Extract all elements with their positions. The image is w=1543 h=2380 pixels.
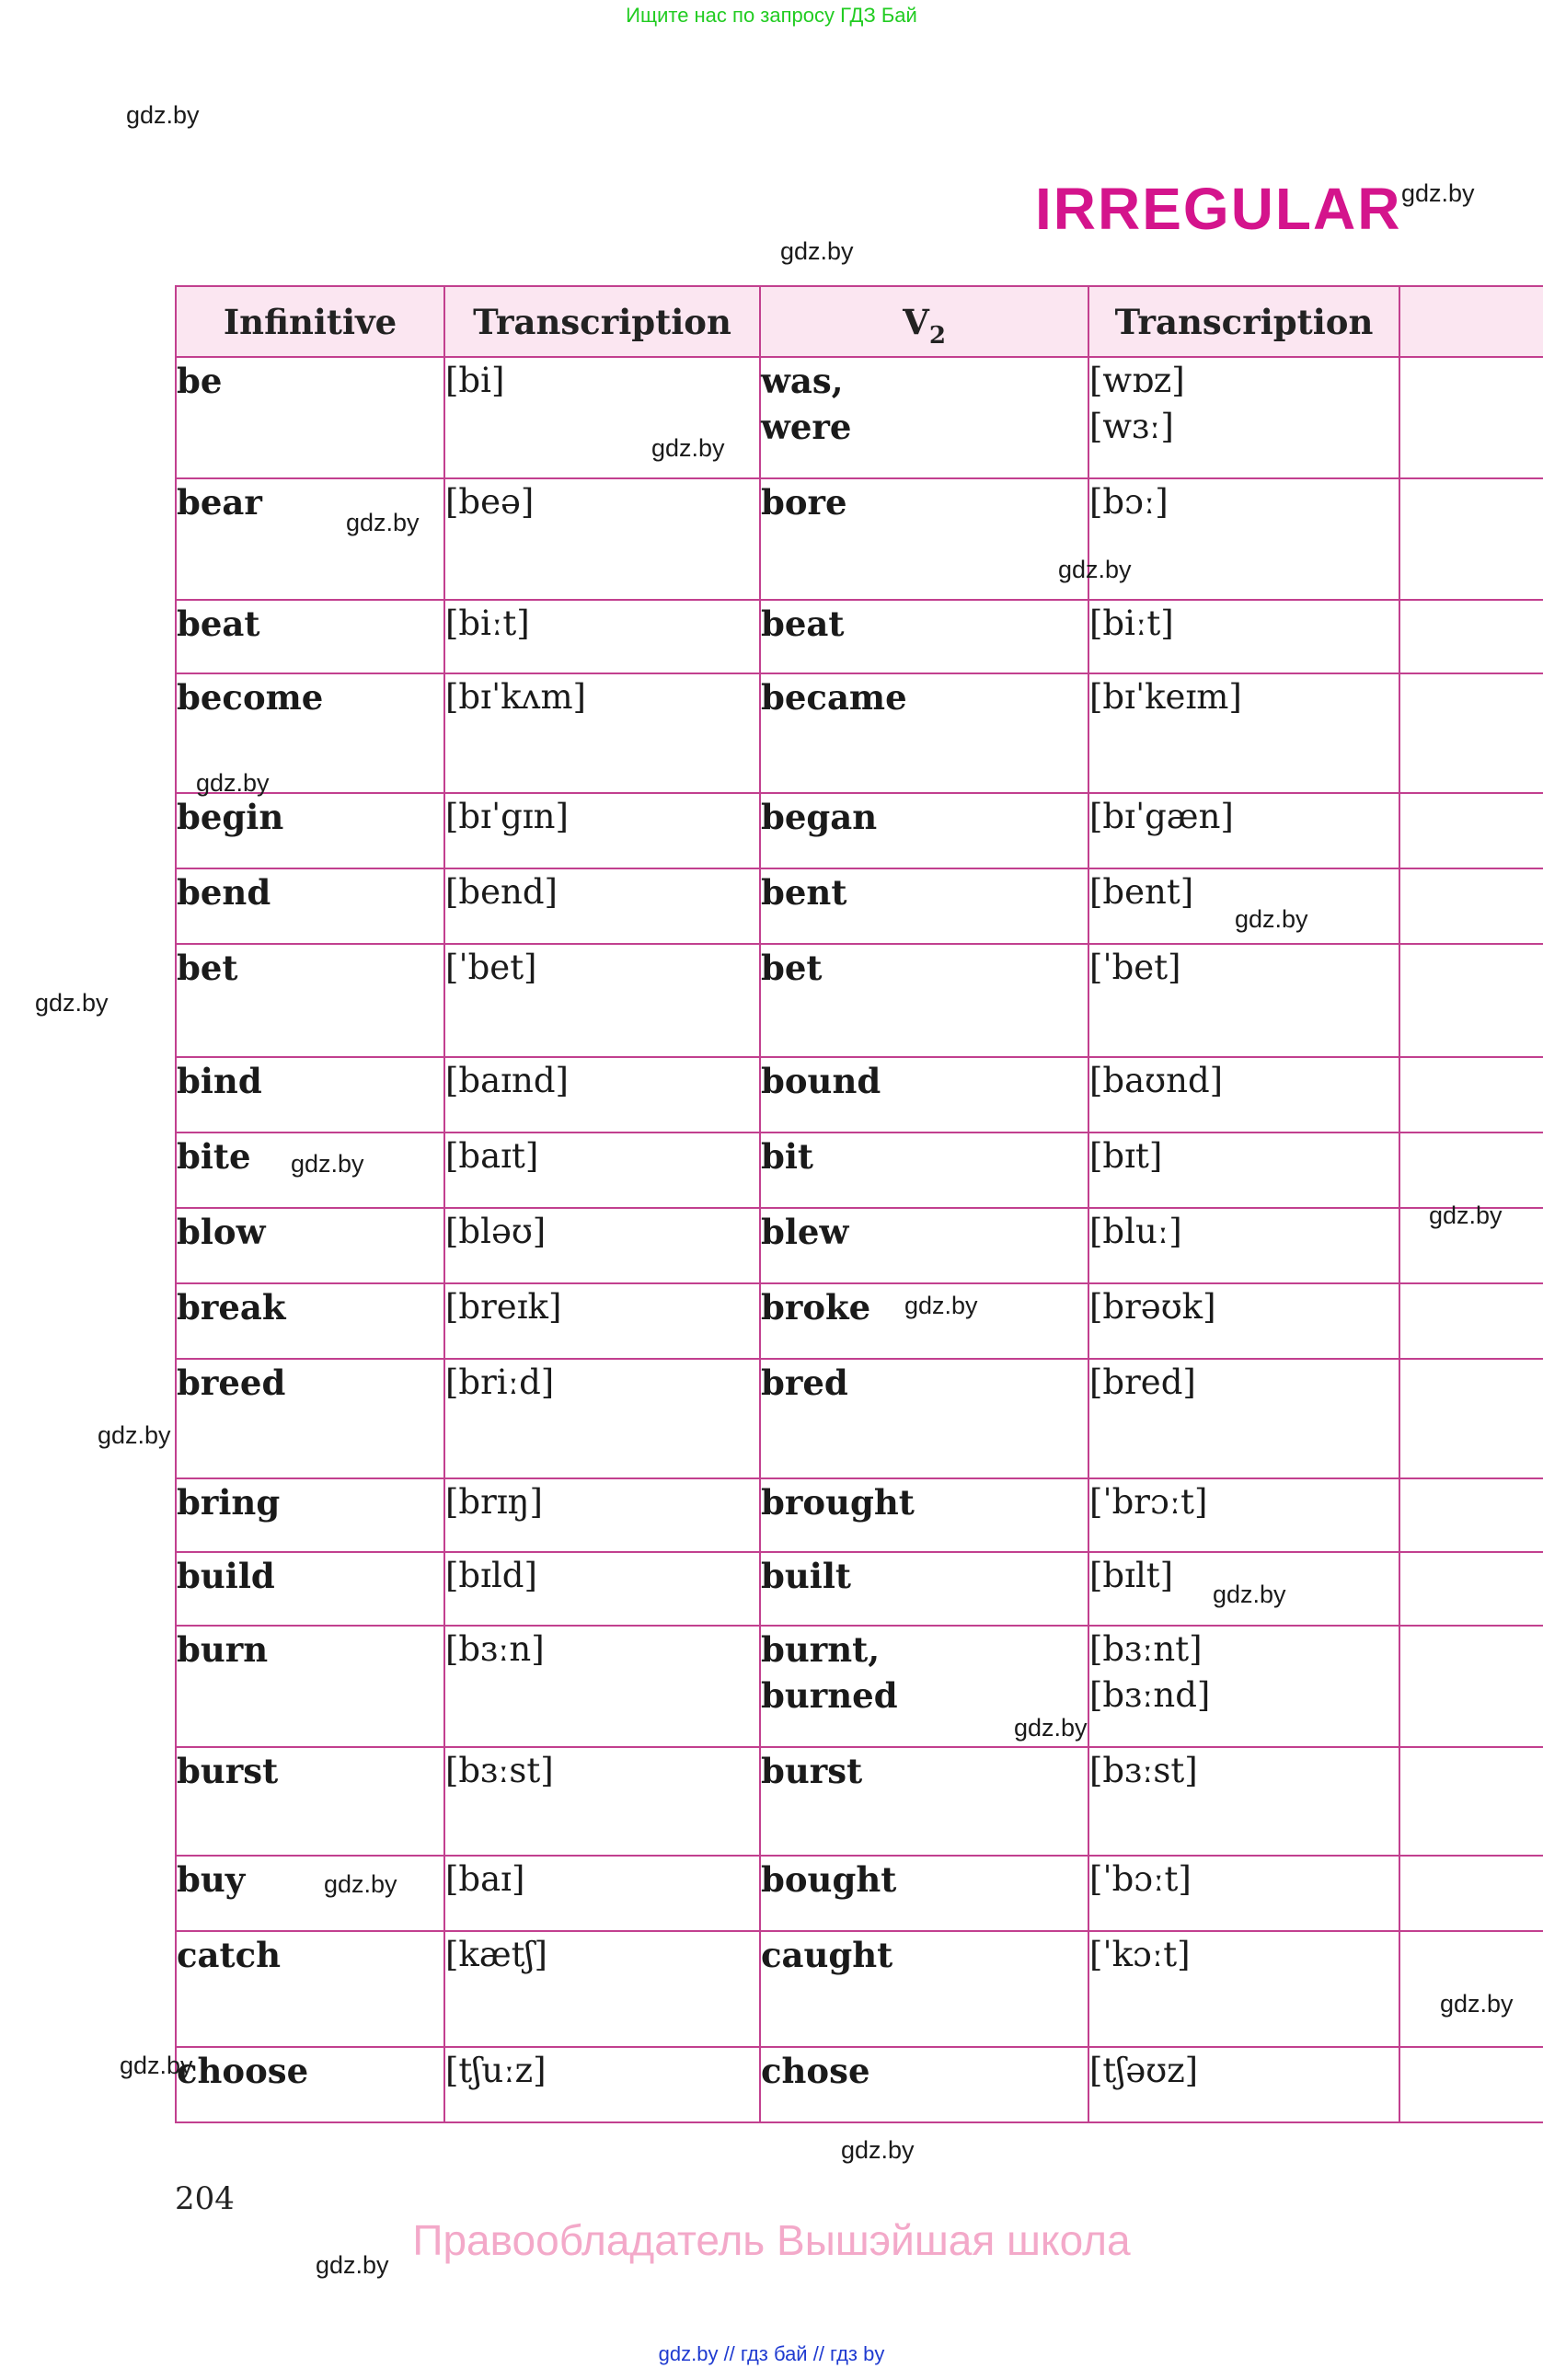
empty-cell [1399,1359,1543,1478]
v2-cell [760,1133,1088,1208]
watermark: gdz.by [1014,1714,1088,1742]
transcription-cell [444,1133,760,1208]
transcription-text: [bi] [445,361,505,400]
v2-cell [760,1552,1088,1626]
empty-cell [1399,2047,1543,2122]
transcription-text: [bɪld] [445,1556,537,1595]
infinitive-text: beat [177,604,260,644]
v2-transcription-cell [1088,1931,1399,2047]
infinitive-text: begin [177,797,284,837]
watermark: gdz.by [291,1150,364,1178]
infinitive-text: bring [177,1482,281,1523]
table-row [176,1626,1543,1747]
transcription-text: [baɪ] [445,1859,525,1899]
v2-cell [760,1057,1088,1133]
infinitive-text: burst [177,1751,279,1791]
v2-transcription-cell [1088,1283,1399,1359]
rights-holder: Правообладатель Вышэйшая школа [412,2216,1131,2264]
infinitive-text: bite [177,1136,251,1177]
empty-cell [1399,1133,1543,1208]
v2-transcription-text: [bɪt] [1089,1136,1163,1176]
transcription-text: [bend] [445,872,558,912]
transcription-cell [444,793,760,868]
v2-transcription-cell [1088,1626,1399,1747]
infinitive-text: burn [177,1629,269,1670]
watermark: gdz.by [196,769,270,797]
v2-transcription-text: [bɪlt] [1089,1556,1174,1595]
watermark: gdz.by [346,509,420,536]
v2-text: brought [761,1482,915,1523]
infinitive-cell [176,478,444,600]
v2-cell [760,357,1088,478]
table-row [176,2047,1543,2122]
v2-text: bought [761,1859,897,1900]
empty-cell [1399,1747,1543,1856]
transcription-text: [kætʃ] [445,1935,547,1974]
transcription-text: [brɪŋ] [445,1482,543,1522]
empty-cell [1399,944,1543,1057]
v2-text: blew [761,1212,849,1252]
infinitive-text: buy [177,1859,246,1900]
transcription-cell [444,478,760,600]
transcription-text: [beə] [445,482,535,522]
transcription-text: [bləʊ] [445,1212,547,1251]
v2-cell [760,673,1088,793]
v2-transcription-text: [ˈbet] [1089,948,1181,987]
v2-transcription-cell [1088,793,1399,868]
transcription-text: [bɪˈgɪn] [445,797,569,836]
v2-transcription-cell [1088,1208,1399,1283]
header-transcription: Transcription [444,286,760,357]
v2-cell [760,868,1088,944]
transcription-cell [444,673,760,793]
transcription-cell [444,1626,760,1747]
transcription-text: [bɪˈkʌm] [445,677,586,717]
table-header-row [176,286,1543,357]
header-transcription-v2: Transcription [1088,286,1399,357]
header-v2 [760,286,1088,357]
v2-text: bet [761,948,823,988]
infinitive-cell [176,2047,444,2122]
v2-transcription-text: [bɔː] [1089,482,1169,522]
transcription-text: [bɜːst] [445,1751,554,1790]
empty-cell [1399,1478,1543,1552]
watermark: gdz.by [35,989,109,1017]
table-row [176,1747,1543,1856]
transcription-cell [444,1478,760,1552]
v2-cell [760,600,1088,673]
transcription-cell [444,600,760,673]
header-empty [1399,286,1543,357]
v2-transcription-text: [bɜːst] [1089,1751,1198,1790]
v2-transcription-cell [1088,1359,1399,1478]
watermark: gdz.by [1401,179,1475,207]
infinitive-cell [176,1931,444,2047]
header-infinitive: Infinitive [176,286,444,357]
infinitive-text: build [177,1556,275,1596]
infinitive-text: bear [177,482,262,523]
table-row [176,868,1543,944]
v2-text: bore [761,482,847,523]
v2-text: chose [761,2051,870,2091]
v2-transcription-cell [1088,1856,1399,1931]
transcription-cell [444,1931,760,2047]
v2-cell [760,1359,1088,1478]
v2-cell [760,944,1088,1057]
infinitive-cell [176,1856,444,1931]
watermark: gdz.by [1440,1990,1514,2018]
v2-text: caught [761,1935,893,1975]
watermark: gdz.by [1429,1201,1503,1229]
infinitive-text: break [177,1287,286,1328]
v2-transcription-text: [bɜːnt] [1089,1629,1203,1669]
v2-text: became [761,677,907,718]
empty-cell [1399,1552,1543,1626]
v2-text: broke [761,1287,871,1328]
empty-cell [1399,868,1543,944]
infinitive-cell [176,1359,444,1478]
empty-cell [1399,600,1543,673]
infinitive-cell [176,357,444,478]
table-row [176,1931,1543,2047]
page-title: IRREGULAR [1035,176,1402,242]
v2-transcription-text: [ˈbrɔːt] [1089,1482,1208,1522]
transcription-text: [baɪt] [445,1136,539,1176]
transcription-cell [444,1856,760,1931]
table-row [176,1133,1543,1208]
v2-cell [760,1747,1088,1856]
v2-text: began [761,797,878,837]
watermark: gdz.by [1058,556,1132,583]
watermark: gdz.by [120,2052,193,2079]
transcription-cell [444,1057,760,1133]
v2-text: bent [761,872,847,913]
transcription-cell [444,1359,760,1478]
v2-cell [760,478,1088,600]
infinitive-cell [176,600,444,673]
watermark: gdz.by [1213,1581,1286,1608]
v2-text: bred [761,1362,848,1403]
infinitive-text: blow [177,1212,266,1252]
table-row [176,673,1543,793]
transcription-text: [bɜːn] [445,1629,545,1669]
v2-transcription-text: [bɪˈkeɪm] [1089,677,1242,717]
watermark: gdz.by [904,1292,978,1319]
infinitive-cell [176,793,444,868]
v2-text: burnt, [761,1629,881,1670]
v2-transcription-cell [1088,1478,1399,1552]
table-row [176,1057,1543,1133]
table-row [176,793,1543,868]
transcription-cell [444,1208,760,1283]
transcription-text: [tʃuːz] [445,2051,547,2090]
table-row [176,1283,1543,1359]
v2-cell [760,1208,1088,1283]
transcription-cell [444,1552,760,1626]
v2-cell [760,793,1088,868]
v2-transcription-text: [baʊnd] [1089,1061,1224,1100]
v2-text: beat [761,604,845,644]
table-row [176,944,1543,1057]
v2-text: were [761,407,852,447]
infinitive-text: bend [177,872,271,913]
transcription-cell [444,1283,760,1359]
watermark: gdz.by [841,2136,915,2164]
infinitive-cell [176,1552,444,1626]
v2-transcription-cell [1088,478,1399,600]
v2-text: burned [761,1675,898,1716]
table-row [176,357,1543,478]
v2-transcription-cell [1088,1133,1399,1208]
infinitive-cell [176,1626,444,1747]
v2-transcription-text: [wɜː] [1089,407,1174,446]
top-note: Ищите нас по запросу ГДЗ Бай [626,4,917,27]
v2-text: was, [761,361,844,401]
v2-transcription-text: [bɪˈgæn] [1089,797,1234,836]
transcription-cell [444,2047,760,2122]
transcription-text: [ˈbet] [445,948,537,987]
empty-cell [1399,357,1543,478]
empty-cell [1399,1931,1543,2047]
watermark: gdz.by [316,2251,389,2279]
infinitive-text: bet [177,948,238,988]
watermark: gdz.by [651,434,725,462]
v2-transcription-cell [1088,600,1399,673]
page-number: 204 [175,2180,235,2217]
v2-text: built [761,1556,851,1596]
infinitive-text: breed [177,1362,286,1403]
transcription-text: [breɪk] [445,1287,562,1327]
v2-cell [760,1856,1088,1931]
header-v2-subscript: 2 [928,321,946,350]
v2-text: bound [761,1061,881,1101]
watermark: gdz.by [780,237,854,265]
table-row [176,478,1543,600]
table-row [176,1208,1543,1283]
v2-transcription-cell [1088,673,1399,793]
infinitive-cell [176,944,444,1057]
transcription-text: [briːd] [445,1362,555,1402]
irregular-verbs-table [175,285,1543,2123]
watermark: gdz.by [98,1421,171,1449]
empty-cell [1399,1057,1543,1133]
v2-transcription-text: [bred] [1089,1362,1196,1402]
infinitive-text: bind [177,1061,262,1101]
empty-cell [1399,673,1543,793]
header-v2-letter: V [903,301,929,342]
v2-text: bit [761,1136,814,1177]
table-row [176,1552,1543,1626]
transcription-text: [baɪnd] [445,1061,569,1100]
empty-cell [1399,1856,1543,1931]
infinitive-text: be [177,361,223,401]
v2-transcription-cell [1088,2047,1399,2122]
transcription-cell [444,1747,760,1856]
v2-transcription-cell [1088,944,1399,1057]
v2-transcription-text: [bɜːnd] [1089,1675,1211,1715]
infinitive-cell [176,1478,444,1552]
v2-transcription-text: [bent] [1089,872,1194,912]
watermark: gdz.by [1235,905,1308,933]
v2-transcription-text: [wɒz] [1089,361,1185,400]
empty-cell [1399,1283,1543,1359]
transcription-cell [444,944,760,1057]
empty-cell [1399,1626,1543,1747]
empty-cell [1399,793,1543,868]
table-row [176,600,1543,673]
v2-transcription-text: [ˈkɔːt] [1089,1935,1191,1974]
v2-transcription-cell [1088,1057,1399,1133]
transcription-cell [444,868,760,944]
infinitive-cell [176,1208,444,1283]
v2-transcription-text: [ˈbɔːt] [1089,1859,1192,1899]
v2-transcription-cell [1088,357,1399,478]
v2-cell [760,1931,1088,2047]
infinitive-text: catch [177,1935,282,1975]
infinitive-cell [176,1747,444,1856]
infinitive-text: become [177,677,324,718]
infinitive-cell [176,868,444,944]
empty-cell [1399,478,1543,600]
v2-transcription-text: [brəʊk] [1089,1287,1216,1327]
bottom-links[interactable]: gdz.by // гдз бай // гдз by [658,2342,885,2365]
v2-transcription-text: [bluː] [1089,1212,1182,1251]
watermark: gdz.by [126,101,200,129]
infinitive-cell [176,1057,444,1133]
v2-transcription-text: [tʃəʊz] [1089,2051,1199,2090]
transcription-text: [biːt] [445,604,530,643]
infinitive-cell [176,1283,444,1359]
infinitive-text: choose [177,2051,309,2091]
table-row [176,1478,1543,1552]
v2-cell [760,1478,1088,1552]
table-row [176,1359,1543,1478]
v2-text: burst [761,1751,863,1791]
v2-cell [760,2047,1088,2122]
v2-transcription-cell [1088,1747,1399,1856]
watermark: gdz.by [324,1870,397,1898]
v2-transcription-text: [biːt] [1089,604,1174,643]
